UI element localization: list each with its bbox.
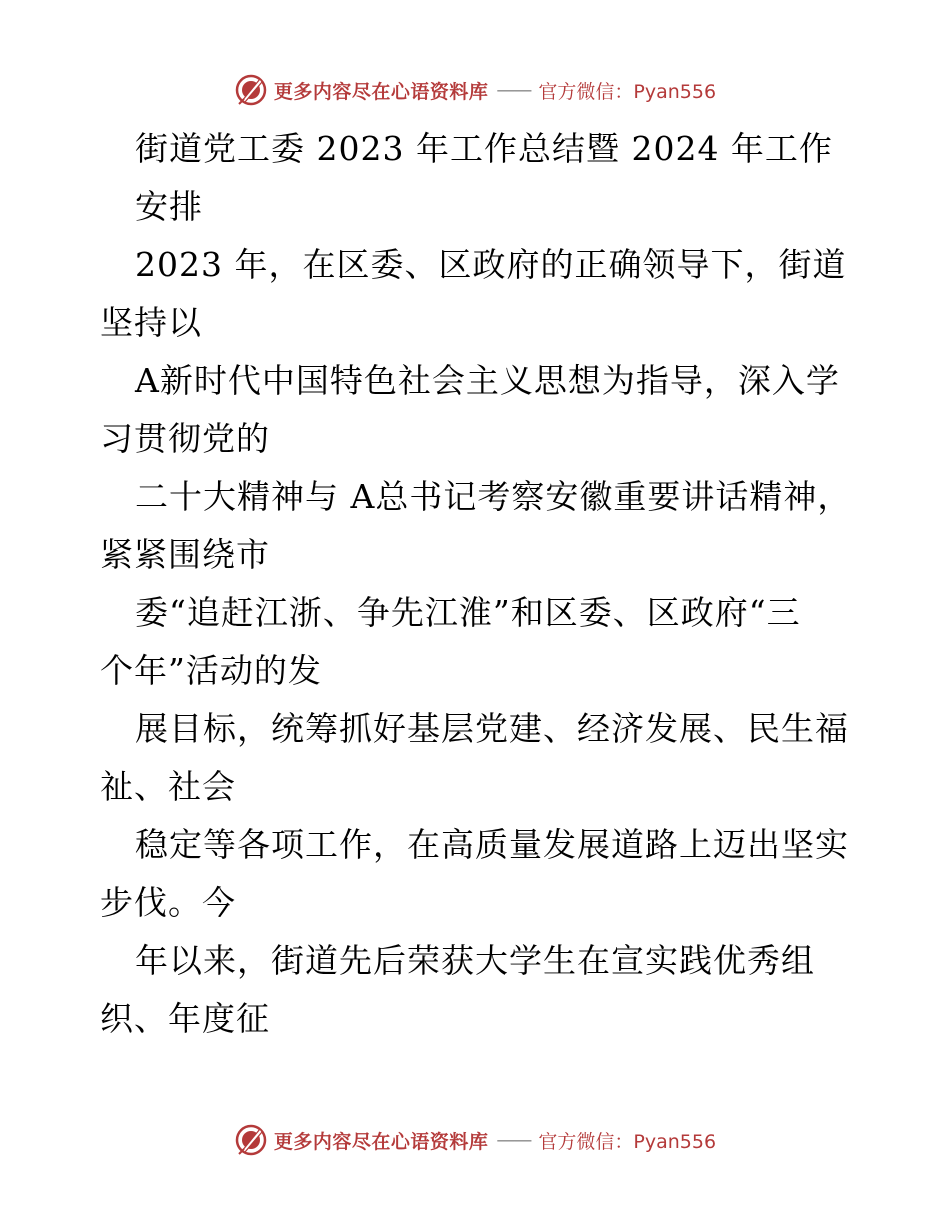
quill-pen-logo-icon (234, 73, 268, 107)
document-line: 织、年度征 (100, 999, 270, 1038)
footer-banner-inner (234, 1123, 716, 1157)
document-line: 年以来，街道先后荣获大学生在宣实践优秀组 (135, 941, 815, 980)
document-line: 2023 年，在区委、区政府的正确领导下，街道 (135, 245, 847, 284)
document-line: 坚持以 (100, 303, 202, 342)
document-line: 稳定等各项工作，在高质量发展道路上迈出坚实 (135, 825, 849, 864)
footer-main-text: 更多内容尽在心语资料库 (273, 1130, 489, 1153)
document-line: 个年”活动的发 (100, 651, 322, 690)
header-main-text: 更多内容尽在心语资料库 (273, 80, 489, 103)
header-banner-inner (234, 73, 716, 107)
footer-contact-text: 官方微信：Pyan556 (538, 1130, 717, 1153)
document-line: A新时代中国特色社会主义思想为指导，深入学 (135, 361, 840, 400)
header-contact-text: 官方微信：Pyan556 (538, 80, 717, 103)
document-line: 展目标，统筹抓好基层党建、经济发展、民生福 (135, 709, 849, 748)
footer-banner (0, 1120, 950, 1160)
header-dash: —— (496, 79, 531, 101)
document-line: 紧紧围绕市 (100, 535, 270, 574)
document-line: 祉、社会 (100, 767, 236, 806)
document-line: 安排 (135, 187, 203, 226)
document-line: 委“追赶江浙、争先江淮”和区委、区政府“三 (135, 593, 801, 632)
document-line: 习贯彻党的 (100, 419, 270, 458)
header-banner (0, 70, 950, 110)
document-line: 步伐。今 (100, 883, 236, 922)
quill-pen-logo-icon (234, 1123, 268, 1157)
footer-dash: —— (496, 1129, 531, 1151)
document-body (100, 120, 860, 1048)
document-line: 街道党工委 2023 年工作总结暨 2024 年工作 (135, 129, 833, 168)
document-line: 二十大精神与 A总书记考察安徽重要讲话精神， (135, 477, 852, 516)
